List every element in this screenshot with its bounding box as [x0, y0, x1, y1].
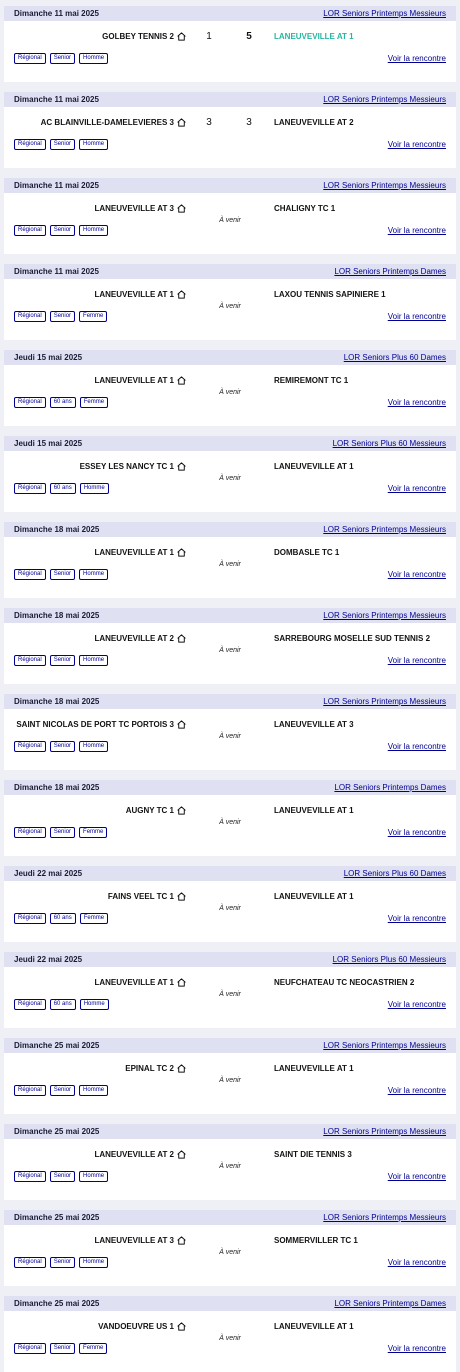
card-footer — [14, 1256, 446, 1268]
away-team-name: DOMBASLE TC 1 — [274, 548, 340, 557]
category-tag: Régional — [14, 1171, 46, 1182]
tag-group — [14, 655, 112, 666]
match-status: À venir — [219, 1249, 241, 1256]
category-tag: Femme — [80, 397, 108, 408]
category-tag: Régional — [14, 397, 46, 408]
home-icon — [177, 978, 186, 987]
card-footer — [14, 52, 446, 64]
view-match-link[interactable]: Voir la rencontre — [387, 569, 446, 579]
home-team-name: FAINS VEEL TC 1 — [107, 892, 174, 901]
home-team-name: LANEUVEVILLE AT 3 — [94, 1236, 174, 1245]
home-icon — [177, 204, 186, 213]
card-footer — [14, 482, 446, 494]
match-status: À venir — [219, 389, 241, 396]
card-footer — [14, 654, 446, 666]
category-tag: Femme — [79, 1343, 107, 1354]
home-team — [94, 204, 186, 213]
competition-link[interactable]: LOR Seniors Plus 60 Messieurs — [332, 955, 446, 964]
card-header — [4, 952, 456, 967]
view-match-link[interactable]: Voir la rencontre — [387, 913, 446, 923]
card-header — [4, 350, 456, 365]
match-card — [4, 1296, 456, 1372]
category-tag: Homme — [80, 999, 109, 1010]
match-date: Dimanche 25 mai 2025 — [14, 1299, 100, 1308]
home-team — [41, 118, 186, 127]
away-team-name: LANEUVEVILLE AT 1 — [274, 806, 354, 815]
match-date: Dimanche 25 mai 2025 — [14, 1213, 100, 1222]
match-status: À venir — [219, 733, 241, 740]
match-card — [4, 608, 456, 684]
match-row — [4, 32, 456, 46]
category-tag: Régional — [14, 655, 46, 666]
away-team-name: CHALIGNY TC 1 — [274, 204, 336, 213]
competition-link[interactable]: LOR Seniors Plus 60 Messieurs — [332, 439, 446, 448]
category-tag: Régional — [14, 139, 46, 150]
home-team — [94, 978, 186, 987]
match-status: À venir — [219, 905, 241, 912]
competition-link[interactable]: LOR Seniors Printemps Messieurs — [323, 525, 446, 534]
category-tag: 60 ans — [50, 999, 76, 1010]
away-team-name: LANEUVEVILLE AT 2 — [274, 118, 354, 127]
match-card — [4, 350, 456, 426]
card-header — [4, 436, 456, 451]
match-card — [4, 1038, 456, 1114]
category-tag: Homme — [79, 741, 108, 752]
competition-link[interactable]: LOR Seniors Plus 60 Dames — [343, 869, 446, 878]
home-team — [102, 32, 186, 41]
view-match-link[interactable]: Voir la rencontre — [387, 483, 446, 493]
match-row — [4, 892, 456, 906]
card-header — [4, 694, 456, 709]
match-card — [4, 1124, 456, 1200]
card-footer — [14, 1170, 446, 1182]
category-tag: Régional — [14, 1257, 46, 1268]
home-team-name: SAINT NICOLAS DE PORT TC PORTOIS 3 — [16, 720, 174, 729]
match-card — [4, 866, 456, 942]
category-tag: Régional — [14, 311, 46, 322]
tag-group — [14, 999, 113, 1010]
away-team-name: SARREBOURG MOSELLE SUD TENNIS 2 — [274, 634, 431, 643]
category-tag: Régional — [14, 53, 46, 64]
match-status: À venir — [219, 1077, 241, 1084]
category-tag: Senior — [50, 569, 75, 580]
competition-link[interactable]: LOR Seniors Printemps Dames — [334, 783, 446, 792]
category-tag: Régional — [14, 827, 46, 838]
view-match-link[interactable]: Voir la rencontre — [387, 139, 446, 149]
home-team — [16, 720, 186, 729]
category-tag: Régional — [14, 569, 46, 580]
card-header — [4, 92, 456, 107]
match-row — [4, 118, 456, 132]
card-header — [4, 780, 456, 795]
match-date: Dimanche 18 mai 2025 — [14, 783, 100, 792]
view-match-link[interactable]: Voir la rencontre — [387, 225, 446, 235]
tag-group — [14, 397, 112, 408]
home-team-name: ESSEY LES NANCY TC 1 — [79, 462, 174, 471]
score-away: 3 — [246, 117, 252, 128]
view-match-link[interactable]: Voir la rencontre — [387, 1257, 446, 1267]
competition-link[interactable]: LOR Seniors Printemps Messieurs — [323, 95, 446, 104]
competition-link[interactable]: LOR Seniors Printemps Messieurs — [323, 1041, 446, 1050]
competition-link[interactable]: LOR Seniors Printemps Messieurs — [323, 181, 446, 190]
home-team-name: EPINAL TC 2 — [125, 1064, 174, 1073]
match-card — [4, 780, 456, 856]
match-card — [4, 92, 456, 168]
tag-group — [14, 311, 111, 322]
tag-group — [14, 53, 112, 64]
tag-group — [14, 1257, 112, 1268]
match-card — [4, 6, 456, 82]
away-team-name: LANEUVEVILLE AT 1 — [274, 1064, 354, 1073]
category-tag: Senior — [50, 1085, 75, 1096]
category-tag: Femme — [80, 913, 108, 924]
home-team-name: LANEUVEVILLE AT 1 — [94, 548, 174, 557]
match-date: Dimanche 25 mai 2025 — [14, 1127, 100, 1136]
home-team-name: LANEUVEVILLE AT 1 — [94, 376, 174, 385]
score-away: 5 — [246, 31, 252, 42]
category-tag: Homme — [79, 1257, 108, 1268]
category-tag: Homme — [79, 225, 108, 236]
match-row — [4, 978, 456, 992]
card-footer — [14, 1084, 446, 1096]
home-icon — [177, 548, 186, 557]
category-tag: Senior — [50, 1343, 75, 1354]
view-match-link[interactable]: Voir la rencontre — [387, 1171, 446, 1181]
match-row — [4, 462, 456, 476]
match-status: À venir — [219, 647, 241, 654]
home-team-name: LANEUVEVILLE AT 1 — [94, 978, 174, 987]
home-team — [126, 806, 186, 815]
home-team — [80, 462, 186, 471]
match-row — [4, 1322, 456, 1336]
category-tag: Senior — [50, 741, 75, 752]
card-header — [4, 522, 456, 537]
match-status: À venir — [219, 475, 241, 482]
home-team — [108, 892, 186, 901]
category-tag: 60 ans — [50, 913, 76, 924]
category-tag: Homme — [79, 569, 108, 580]
category-tag: Régional — [14, 999, 46, 1010]
home-icon — [177, 1322, 186, 1331]
competition-link[interactable]: LOR Seniors Printemps Dames — [334, 267, 446, 276]
competition-link[interactable]: LOR Seniors Plus 60 Dames — [343, 353, 446, 362]
view-match-link[interactable]: Voir la rencontre — [387, 53, 446, 63]
category-tag: Régional — [14, 913, 46, 924]
away-team-name: REMIREMONT TC 1 — [274, 376, 349, 385]
card-header — [4, 1124, 456, 1139]
match-row — [4, 376, 456, 390]
match-row — [4, 204, 456, 218]
category-tag: Homme — [79, 53, 108, 64]
match-card — [4, 1210, 456, 1286]
home-team-name: VANDOEUVRE US 1 — [98, 1322, 174, 1331]
category-tag: Femme — [79, 827, 107, 838]
card-footer — [14, 826, 446, 838]
match-row — [4, 548, 456, 562]
away-team-name: LANEUVEVILLE AT 1 — [274, 1322, 354, 1331]
match-date: Dimanche 18 mai 2025 — [14, 525, 100, 534]
category-tag: Régional — [14, 483, 46, 494]
competition-link[interactable]: LOR Seniors Printemps Messieurs — [323, 1213, 446, 1222]
home-team — [94, 634, 186, 643]
tag-group — [14, 483, 113, 494]
card-header — [4, 1210, 456, 1225]
card-footer — [14, 912, 446, 924]
home-team-name: AC BLAINVILLE-DAMELEVIERES 3 — [40, 118, 174, 127]
match-row — [4, 806, 456, 820]
category-tag: Senior — [50, 225, 75, 236]
home-icon — [177, 118, 186, 127]
card-header — [4, 6, 456, 21]
home-team-name: AUGNY TC 1 — [125, 806, 174, 815]
match-status: À venir — [219, 991, 241, 998]
competition-link[interactable]: LOR Seniors Printemps Messieurs — [323, 611, 446, 620]
card-header — [4, 264, 456, 279]
match-status: À venir — [219, 217, 241, 224]
match-date: Dimanche 11 mai 2025 — [14, 95, 99, 104]
tag-group — [14, 913, 112, 924]
card-header — [4, 608, 456, 623]
category-tag: Senior — [50, 1171, 75, 1182]
home-icon — [177, 462, 186, 471]
match-card — [4, 522, 456, 598]
match-row — [4, 634, 456, 648]
view-match-link[interactable]: Voir la rencontre — [387, 827, 446, 837]
card-header — [4, 1038, 456, 1053]
home-icon — [177, 290, 186, 299]
category-tag: 60 ans — [50, 483, 76, 494]
home-team — [94, 548, 186, 557]
competition-link[interactable]: LOR Seniors Printemps Messieurs — [323, 697, 446, 706]
home-team — [94, 290, 186, 299]
match-status: À venir — [219, 303, 241, 310]
match-date: Dimanche 11 mai 2025 — [14, 267, 99, 276]
home-team — [94, 376, 186, 385]
tag-group — [14, 827, 111, 838]
match-card — [4, 952, 456, 1028]
score-home: 1 — [206, 31, 212, 42]
home-icon — [177, 806, 186, 815]
category-tag: Régional — [14, 1343, 46, 1354]
away-team-name: SOMMERVILLER TC 1 — [274, 1236, 358, 1245]
category-tag: Senior — [50, 311, 75, 322]
category-tag: Senior — [50, 53, 75, 64]
match-card — [4, 436, 456, 512]
tag-group — [14, 139, 112, 150]
score-home: 3 — [206, 117, 212, 128]
tag-group — [14, 741, 112, 752]
match-row — [4, 290, 456, 304]
away-team-name: LANEUVEVILLE AT 1 — [274, 892, 354, 901]
away-team-name: NEUFCHATEAU TC NEOCASTRIEN 2 — [274, 978, 415, 987]
home-icon — [177, 376, 186, 385]
away-team-name: LANEUVEVILLE AT 1 — [274, 462, 354, 471]
home-icon — [177, 32, 186, 41]
match-card — [4, 694, 456, 770]
competition-link[interactable]: LOR Seniors Printemps Messieurs — [323, 1127, 446, 1136]
home-team-name: LANEUVEVILLE AT 3 — [94, 204, 174, 213]
card-footer — [14, 396, 446, 408]
match-date: Jeudi 22 mai 2025 — [14, 955, 83, 964]
match-date: Dimanche 25 mai 2025 — [14, 1041, 100, 1050]
home-team — [125, 1064, 186, 1073]
away-team-name: LANEUVEVILLE AT 1 — [274, 32, 354, 41]
match-status: À venir — [219, 819, 241, 826]
competition-link[interactable]: LOR Seniors Printemps Dames — [334, 1299, 446, 1308]
view-match-link[interactable]: Voir la rencontre — [387, 311, 446, 321]
category-tag: Senior — [50, 1257, 75, 1268]
category-tag: Senior — [50, 827, 75, 838]
category-tag: Régional — [14, 225, 46, 236]
category-tag: Senior — [50, 655, 75, 666]
match-date: Dimanche 18 mai 2025 — [14, 611, 100, 620]
match-date: Jeudi 15 mai 2025 — [14, 439, 83, 448]
home-icon — [177, 1236, 186, 1245]
card-header — [4, 866, 456, 881]
match-row — [4, 1150, 456, 1164]
match-date: Dimanche 11 mai 2025 — [14, 9, 99, 18]
home-icon — [177, 634, 186, 643]
match-date: Dimanche 11 mai 2025 — [14, 181, 99, 190]
home-icon — [177, 1150, 186, 1159]
away-team-name: LAXOU TENNIS SAPINIERE 1 — [274, 290, 386, 299]
home-icon — [177, 892, 186, 901]
home-team — [94, 1150, 186, 1159]
view-match-link[interactable]: Voir la rencontre — [387, 397, 446, 407]
home-icon — [177, 720, 186, 729]
match-card — [4, 264, 456, 340]
category-tag: 60 ans — [50, 397, 76, 408]
home-team-name: LANEUVEVILLE AT 2 — [94, 634, 174, 643]
match-row — [4, 1064, 456, 1078]
tag-group — [14, 1085, 112, 1096]
match-status: À venir — [219, 561, 241, 568]
card-footer — [14, 224, 446, 236]
match-row — [4, 720, 456, 734]
category-tag: Homme — [79, 655, 108, 666]
match-card — [4, 178, 456, 254]
view-match-link[interactable]: Voir la rencontre — [387, 1085, 446, 1095]
home-team-name: LANEUVEVILLE AT 2 — [94, 1150, 174, 1159]
match-date: Jeudi 15 mai 2025 — [14, 353, 83, 362]
home-team — [94, 1236, 186, 1245]
category-tag: Homme — [80, 483, 109, 494]
view-match-link[interactable]: Voir la rencontre — [387, 741, 446, 751]
home-team-name: LANEUVEVILLE AT 1 — [94, 290, 174, 299]
category-tag: Homme — [79, 139, 108, 150]
category-tag: Senior — [50, 139, 75, 150]
home-icon — [177, 1064, 186, 1073]
tag-group — [14, 1171, 112, 1182]
view-match-link[interactable]: Voir la rencontre — [387, 999, 446, 1009]
competition-link[interactable]: LOR Seniors Printemps Messieurs — [323, 9, 446, 18]
category-tag: Régional — [14, 741, 46, 752]
tag-group — [14, 225, 112, 236]
home-team-name: GOLBEY TENNIS 2 — [102, 32, 174, 41]
category-tag: Homme — [79, 1171, 108, 1182]
card-header — [4, 178, 456, 193]
away-team-name: LANEUVEVILLE AT 3 — [274, 720, 354, 729]
category-tag: Régional — [14, 1085, 46, 1096]
card-footer — [14, 998, 446, 1010]
view-match-link[interactable]: Voir la rencontre — [387, 655, 446, 665]
home-team — [98, 1322, 186, 1331]
tag-group — [14, 569, 112, 580]
card-footer — [14, 1342, 446, 1354]
card-footer — [14, 138, 446, 150]
category-tag: Femme — [79, 311, 107, 322]
match-status: À venir — [219, 1163, 241, 1170]
card-header — [4, 1296, 456, 1311]
card-footer — [14, 740, 446, 752]
match-row — [4, 1236, 456, 1250]
away-team-name: SAINT DIE TENNIS 3 — [274, 1150, 352, 1159]
category-tag: Homme — [79, 1085, 108, 1096]
card-footer — [14, 568, 446, 580]
view-match-link[interactable]: Voir la rencontre — [387, 1343, 446, 1353]
match-date: Jeudi 22 mai 2025 — [14, 869, 83, 878]
card-footer — [14, 310, 446, 322]
match-date: Dimanche 18 mai 2025 — [14, 697, 100, 706]
match-status: À venir — [219, 1335, 241, 1342]
